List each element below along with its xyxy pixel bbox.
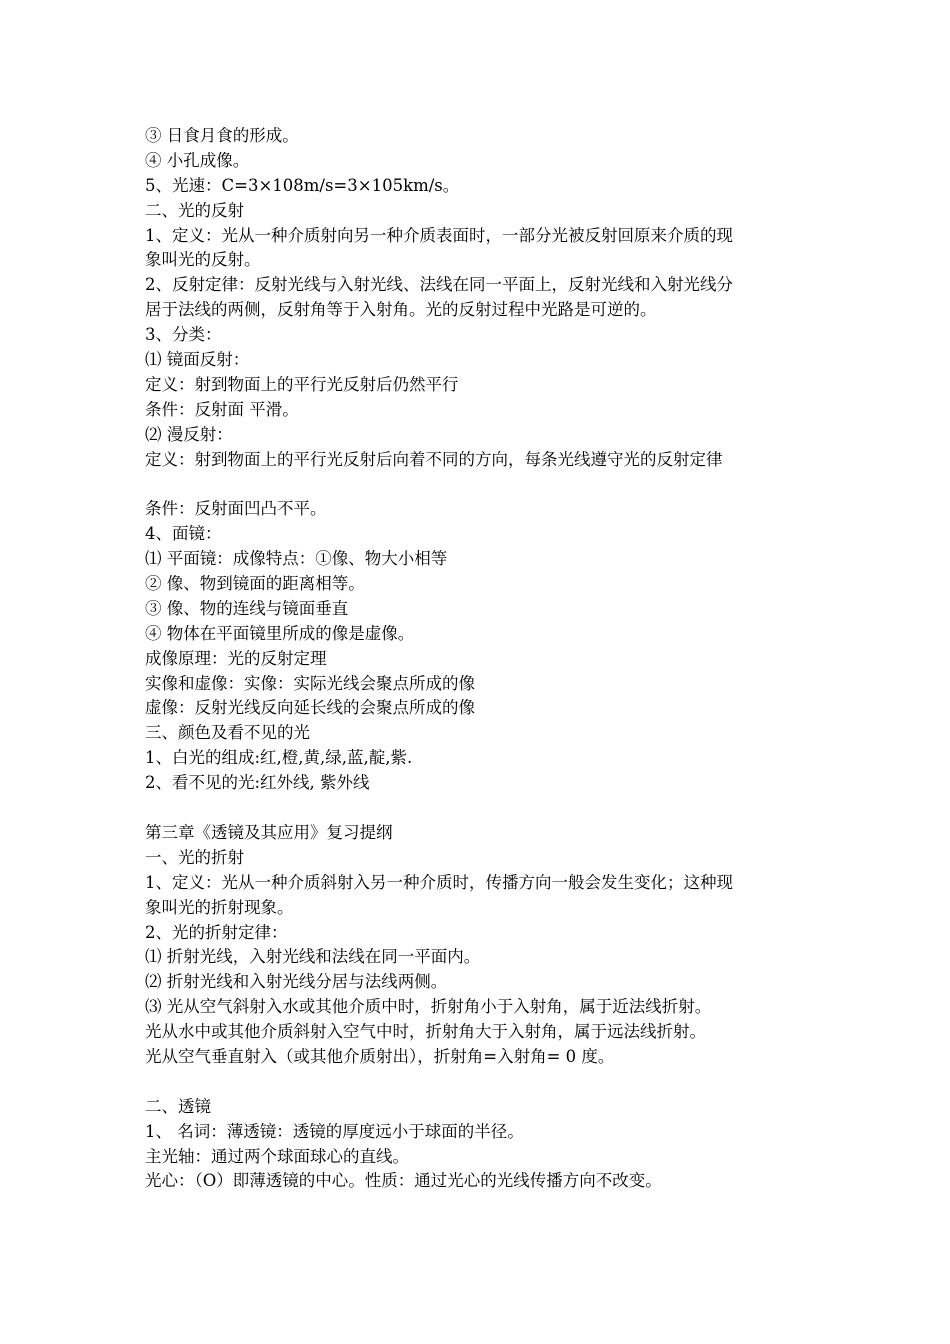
text-line: 2、反射定律：反射光线与入射光线、法线在同一平面上，反射光线和入射光线分 xyxy=(145,275,733,295)
text-line: 光从水中或其他介质斜射入空气中时，折射角大于入射角，属于远法线折射。 xyxy=(145,1022,706,1042)
text-line: 1、定义：光从一种介质斜射入另一种介质时，传播方向一般会发生变化；这种现 xyxy=(145,872,733,892)
text-line: 2、看不见的光:红外线, 紫外线 xyxy=(145,773,370,793)
text-line: 光心：（O）即薄透镜的中心。性质：通过光心的光线传播方向不改变。 xyxy=(145,1171,662,1191)
text-line: 2、光的折射定律： xyxy=(145,922,288,942)
text-line: ⑶ 光从空气斜射入水或其他介质中时，折射角小于入射角，属于近法线折射。 xyxy=(145,997,712,1017)
text-line: 1、定义：光从一种介质射向另一种介质表面时，一部分光被反射回原来介质的现 xyxy=(145,225,733,245)
text-line: 条件：反射面 平滑。 xyxy=(145,399,299,419)
text-line: ④ 小孔成像。 xyxy=(145,150,250,170)
text-line: 定义：射到物面上的平行光反射后向着不同的方向，每条光线遵守光的反射定律 xyxy=(145,449,723,469)
text-line: 实像和虚像：实像：实际光线会聚点所成的像 xyxy=(145,673,475,693)
blank-line xyxy=(145,1070,815,1095)
text-line: 4、面镜： xyxy=(145,524,222,544)
text-line: 5、光速：C=3×108m/s=3×105km/s。 xyxy=(145,175,460,195)
chapter-title: 第三章《透镜及其应用》复习提纲 xyxy=(145,822,393,842)
text-line: 象叫光的反射。 xyxy=(145,250,261,270)
text-line: ③ 像、物的连线与镜面垂直 xyxy=(145,598,349,618)
text-line: ④ 物体在平面镜里所成的像是虚像。 xyxy=(145,623,415,643)
text-line: ⑴ 镜面反射： xyxy=(145,350,250,370)
text-line: 3、分类： xyxy=(145,325,222,345)
section-heading: 二、光的反射 xyxy=(145,200,244,220)
text-line: 1、 名词：薄透镜：透镜的厚度远小于球面的半径。 xyxy=(145,1121,524,1141)
text-line: ⑵ 折射光线和入射光线分居与法线两侧。 xyxy=(145,972,448,992)
text-line: ⑴ 平面镜：成像特点：①像、物大小相等 xyxy=(145,549,448,569)
text-line: 虚像：反射光线反向延长线的会聚点所成的像 xyxy=(145,698,475,718)
section-heading: 一、光的折射 xyxy=(145,847,244,867)
text-line: 1、白光的组成:红,橙,黄,绿,蓝,靛,紫. xyxy=(145,748,413,768)
blank-line xyxy=(145,796,815,821)
text-line: ③ 日食月食的形成。 xyxy=(145,126,299,145)
blank-line xyxy=(145,472,815,497)
text-line: 条件：反射面凹凸不平。 xyxy=(145,499,327,519)
text-line: ⑵ 漫反射： xyxy=(145,424,233,444)
text-line: 主光轴：通过两个球面球心的直线。 xyxy=(145,1146,409,1166)
text-line: 光从空气垂直射入（或其他介质射出），折射角=入射角= 0 度。 xyxy=(145,1046,615,1066)
text-line: ⑴ 折射光线，入射光线和法线在同一平面内。 xyxy=(145,947,481,967)
section-heading: 三、颜色及看不见的光 xyxy=(145,723,310,743)
text-line: 象叫光的折射现象。 xyxy=(145,897,294,917)
text-line: 成像原理：光的反射定理 xyxy=(145,648,327,668)
text-line: 居于法线的两侧，反射角等于入射角。光的反射过程中光路是可逆的。 xyxy=(145,300,657,320)
document-body xyxy=(145,124,815,1194)
text-line: 定义：射到物面上的平行光反射后仍然平行 xyxy=(145,374,459,394)
text-line: ② 像、物到镜面的距离相等。 xyxy=(145,574,365,594)
section-heading: 二、透镜 xyxy=(145,1096,211,1116)
